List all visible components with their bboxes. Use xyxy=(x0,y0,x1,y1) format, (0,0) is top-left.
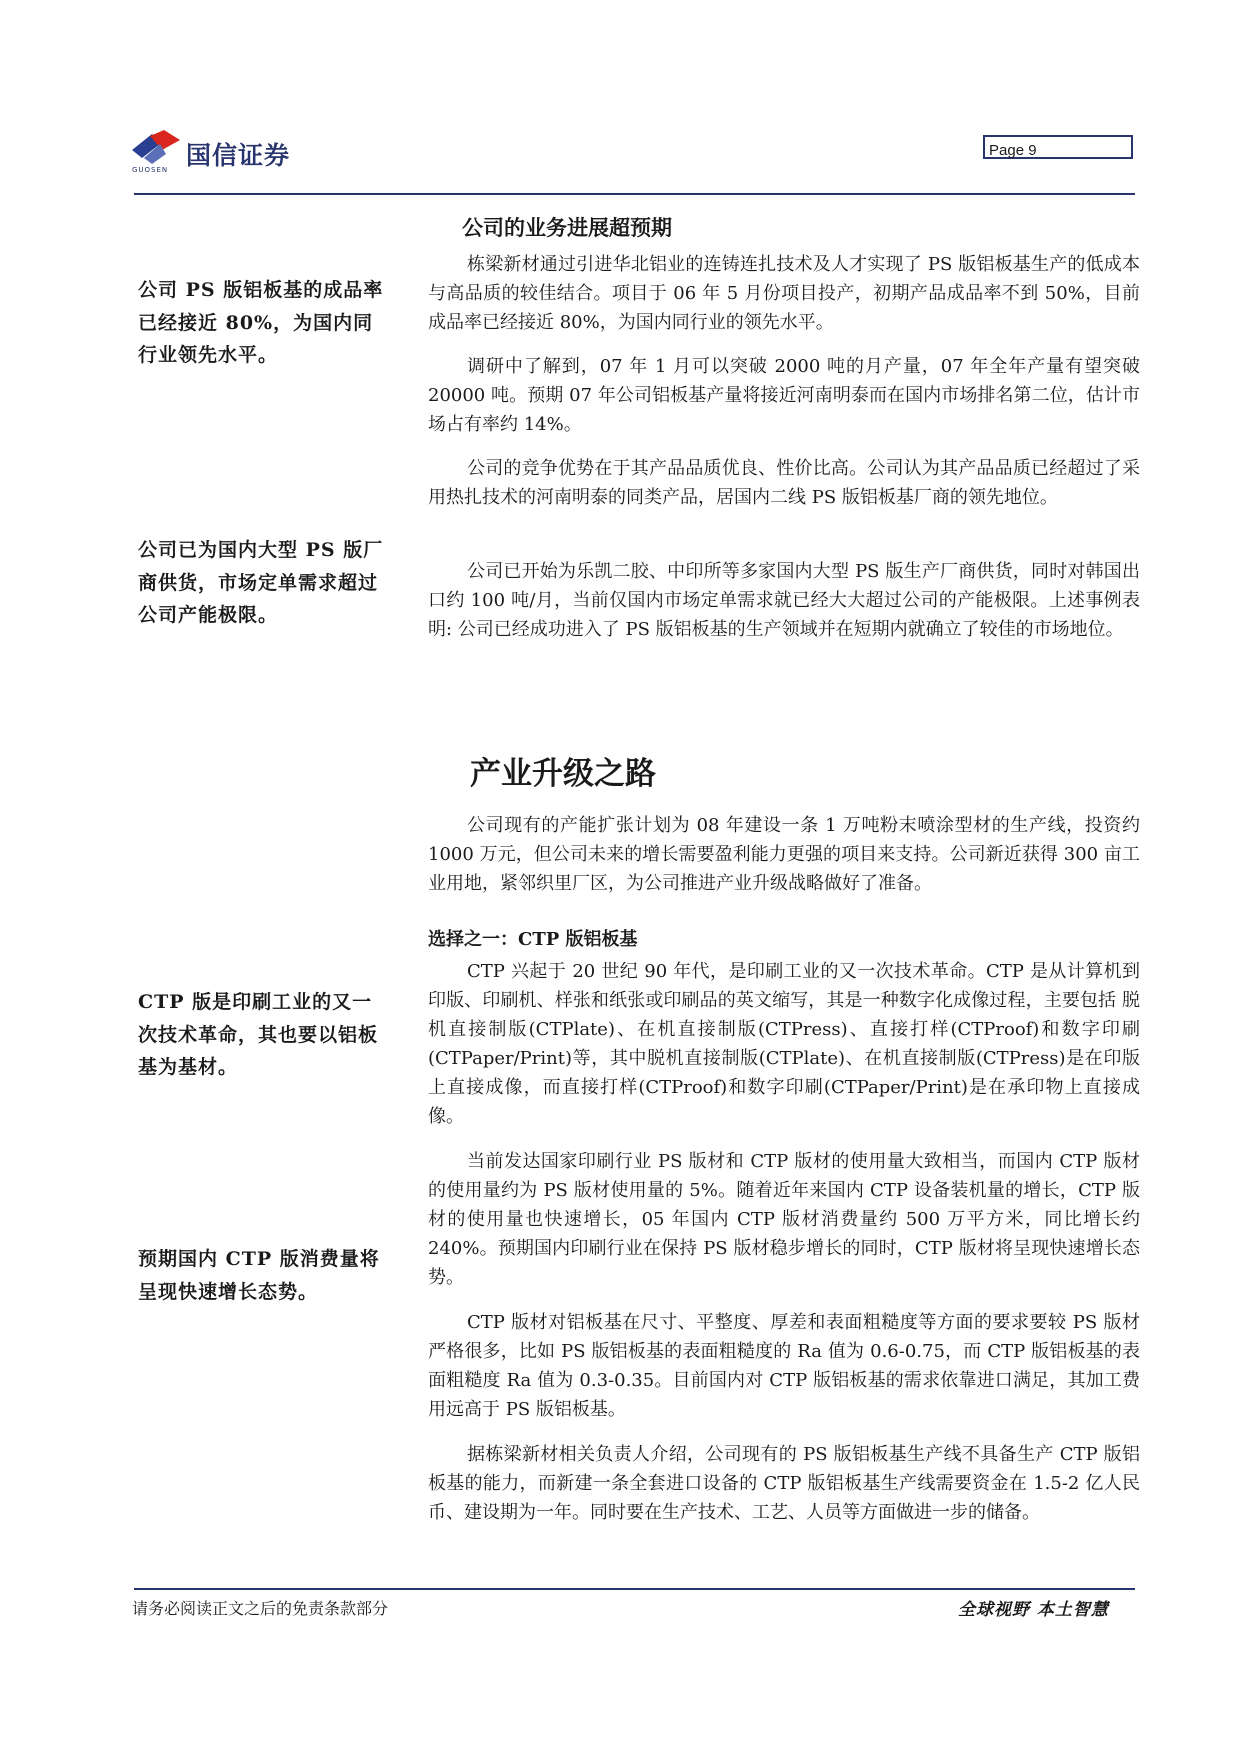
footer-rule xyxy=(134,1588,1135,1590)
disclaimer-note: 请务必阅读正文之后的免责条款部分 xyxy=(132,1599,389,1618)
page-number-box xyxy=(983,135,1133,159)
subsection-title: 选择之一：CTP 版铝板基 xyxy=(428,929,638,950)
footer-slogan: 全球视野 本土智慧 xyxy=(958,1600,1109,1620)
body-paragraph: 公司现有的产能扩张计划为 08 年建设一条 1 万吨粉末喷涂型材的生产线，投资约 1000 万元，但公司未来的增长需要盈利能力更强的项目来支持。公司新近获得 300 亩工业用地，紧邻织里厂区，为公司推进产业升级战略做好了准备。 xyxy=(428,815,1140,894)
body-paragraph: 公司的竞争优势在于其产品品质优良、性价比高。公司认为其产品品质已经超过了采用热扎技术的河南明泰的同类产品，居国内二线 PS 版铝板基厂商的领先地位。 xyxy=(428,458,1140,508)
guosen-logo xyxy=(130,130,330,180)
page-number: Page 9 xyxy=(989,142,1037,159)
body-paragraph: 调研中了解到，07 年 1 月可以突破 2000 吨的月产量，07 年全年产量有望突破 20000 吨。预期 07 年公司铝板基产量将接近河南明泰而在国内市场排名第二位，估计市场占有率约 14%。 xyxy=(428,356,1140,435)
sidebar-note: 公司已为国内大型 PS 版厂商供货，市场定单需求超过公司产能极限。 xyxy=(138,539,384,626)
body-paragraph: 栋梁新材通过引进华北铝业的连铸连扎技术及人才实现了 PS 版铝板基生产的低成本与高品质的较佳结合。项目于 06 年 5 月份项目投产，初期产品成品率不到 50%，目前成品率已经接近 80%，为国内同行业的领先水平。 xyxy=(428,254,1140,333)
header-rule xyxy=(134,193,1135,195)
guosen-logo-mark-icon xyxy=(130,130,182,170)
sidebar-note: 公司 PS 版铝板基的成品率已经接近 80%，为国内同行业领先水平。 xyxy=(138,279,384,366)
sidebar-note: 预期国内 CTP 版消费量将呈现快速增长态势。 xyxy=(138,1248,380,1303)
logo-text: 国信证券 xyxy=(186,141,291,170)
section-title: 公司的业务进展超预期 xyxy=(462,215,672,240)
chapter-title: 产业升级之路 xyxy=(470,756,656,792)
body-paragraph: 当前发达国家印刷行业 PS 版材和 CTP 版材的使用量大致相当，而国内 CTP 版材的使用量约为 PS 版材使用量的 5%。随着近年来国内 CTP 设备装机量的增长，CTP 版材的使用量也快速增长，05 年国内 CTP 版材消费量约 500 万平方米，同比增长约 240%。预期国内印刷行业在保持 PS 版材稳步增长的同时，CTP 版材将呈现快速增长态势。 xyxy=(428,1151,1140,1288)
body-paragraph: 据栋梁新材相关负责人介绍，公司现有的 PS 版铝板基生产线不具备生产 CTP 版铝板基的能力，而新建一条全套进口设备的 CTP 版铝板基生产线需要资金在 1.5-2 亿人民币、建设期为一年。同时要在生产技术、工艺、人员等方面做进一步的储备。 xyxy=(428,1444,1140,1523)
logo-subtext: GUOSEN xyxy=(132,166,169,174)
body-paragraph: 公司已开始为乐凯二胶、中印所等多家国内大型 PS 版生产厂商供货，同时对韩国出口约 100 吨/月，当前仅国内市场定单需求就已经大大超过公司的产能极限。上述事例表明: 公司已经成功进入了 PS 版铝板基的生产领域并在短期内就确立了较佳的市场地位。 xyxy=(428,561,1140,640)
body-paragraph: CTP 兴起于 20 世纪 90 年代，是印刷工业的又一次技术革命。CTP 是从计算机到印版、印刷机、样张和纸张或印刷品的英文缩写，其是一种数字化成像过程，主要包括 脱机直接制版(CTPlate)、在机直接制版(CTPress)、直接打样(CTProof)和数字印刷(CTPaper/Print)等，其中脱机直接制版(CTPlate)、在机直接制版(CTPress)是在印版上直接成像，而直接打样(CTProof)和数字印刷(CTPaper/Print)是在承印物上直接成像。 xyxy=(428,961,1140,1127)
body-paragraph: CTP 版材对铝板基在尺寸、平整度、厚差和表面粗糙度等方面的要求要较 PS 版材严格很多，比如 PS 版铝板基的表面粗糙度的 Ra 值为 0.6-0.75，而 CTP 版铝板基的表面粗糙度 Ra 值为 0.3-0.35。目前国内对 CTP 版铝板基的需求依靠进口满足，其加工费用远高于 PS 版铝板基。 xyxy=(428,1312,1140,1420)
sidebar-note: CTP 版是印刷工业的又一次技术革命，其也要以铝板基为基材。 xyxy=(138,991,379,1078)
